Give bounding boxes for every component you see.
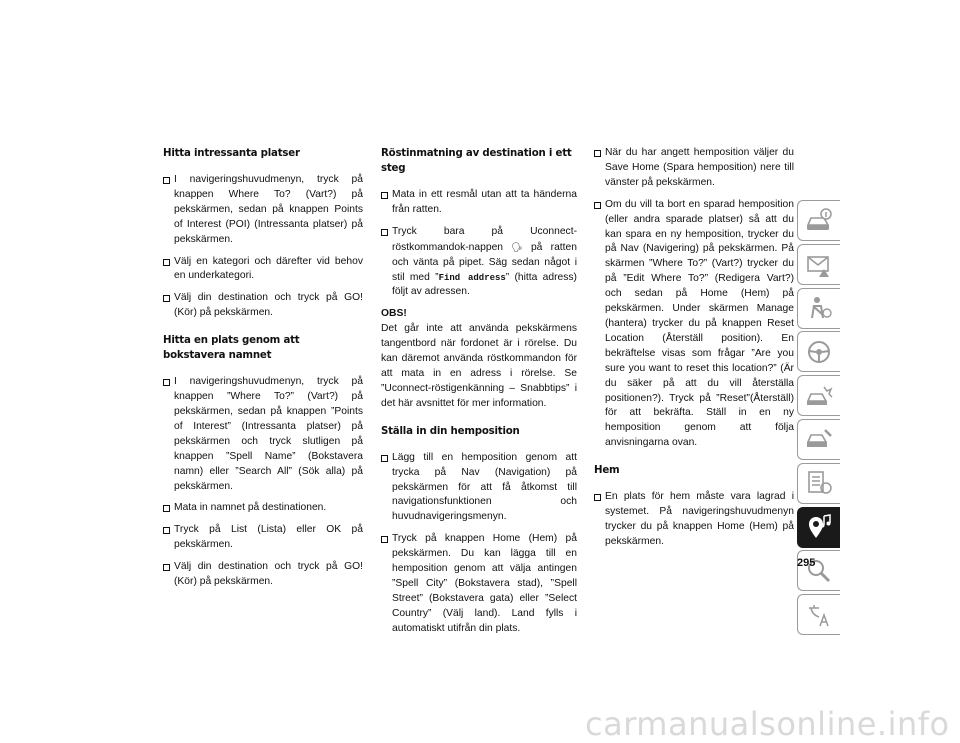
chapter-tabs bbox=[797, 200, 840, 638]
list-item: Tryck på knappen Home (Hem) på pekskärmen. Du kan lägga till en hemposition genom att välja antingen ”Spell City” (Bokstavera stad), ”Spell Street” (Bokstavera gata) eller ”Select Country” (Välj land). Land fylls i automatiskt utifrån din plats. bbox=[381, 532, 577, 636]
checkbox-bullet-icon bbox=[163, 564, 170, 571]
list-item: En plats för hem måste vara lagrad i systemet. På navigeringshuvudmenyn trycker du på knappen Home (Hem) på pekskärmen. bbox=[594, 490, 794, 550]
checkbox-bullet-icon bbox=[163, 505, 170, 512]
checkbox-bullet-icon bbox=[381, 229, 388, 236]
list-item: I navigeringshuvudmenyn, tryck på knappen ”Where To?” (Vart?) på pekskärmen, sedan på knappen ”Points of Interest” (Intressanta platser) på pekskärmen och tryck slutligen på knappen ”Spell Name” (Bokstavera namn) eller ”Search All” (Sök alla) på pekskärmen. bbox=[163, 375, 363, 494]
checkbox-bullet-icon bbox=[594, 494, 601, 501]
list-item: Välj din destination och tryck på GO! (Kör) på pekskärmen. bbox=[163, 560, 363, 590]
car-service-icon[interactable] bbox=[797, 419, 840, 460]
list-item: När du har angett hemposition väljer du Save Home (Spara hemposition) nere till vänster på pekskärmen. bbox=[594, 146, 794, 191]
heading-set-home: Ställa in din hemposition bbox=[381, 425, 520, 437]
checkbox-bullet-icon bbox=[163, 259, 170, 266]
voice-command-phrase: Find address bbox=[438, 272, 506, 283]
checkbox-bullet-icon bbox=[594, 150, 601, 157]
list-item: Lägg till en hemposition genom att trycka på Nav (Navigation) på pekskärmen för att få åtkomst till navigationsfunktionen och huvudnavigeringsmenyn. bbox=[381, 451, 577, 526]
list-item: Välj din destination och tryck på GO! (Kör) på pekskärmen. bbox=[163, 291, 363, 321]
list-item: Mata in namnet på destinationen. bbox=[163, 501, 363, 516]
checklist-icon[interactable] bbox=[797, 463, 840, 504]
language-icon[interactable] bbox=[797, 594, 840, 635]
checkbox-bullet-icon bbox=[163, 295, 170, 302]
media-navigation-icon[interactable] bbox=[797, 507, 840, 548]
checkbox-bullet-icon bbox=[163, 527, 170, 534]
list-item: Om du vill ta bort en sparad hemposition (eller andra sparade platser) så att du kan spara en ny hemposition, trycker du på Nav (Navigering) på pekskärmen. På skärmen ”Where To?” (Vart?) trycker du på ”Edit Where To?” (Redigera Vart?) och sedan på Home (Hem) på pekskärmen. Under skärmen Manage (hantera) trycker du på knappen Reset Location (Återställ position). En bekräftelse visas som frågar ”Are you sure you want to reset this location?” (Är du säker på att du vill återställa positionen?). Tryck på ”Reset”(Återställ) för att bekräfta. Ställ in en ny hemposition genom att följa anvisningarna ovan. bbox=[594, 198, 794, 451]
checkbox-bullet-icon bbox=[594, 202, 601, 209]
checkbox-bullet-icon bbox=[381, 192, 388, 199]
steering-wheel-icon[interactable] bbox=[797, 331, 840, 372]
column-right bbox=[594, 146, 794, 557]
list-item: Tryck på List (Lista) eller OK på pekskärmen. bbox=[163, 523, 363, 553]
note-text: Det går inte att använda pekskärmens tangentbord när fordonet är i rörelse. Du kan däremot använda röstkommandon för att mata in en adress i rörelse. Se ”Uconnect-röstigenkänning – Snabbtips” i det här avsnittet för mer information. bbox=[381, 323, 577, 409]
list-item: Mata in ett resmål utan att ta händerna från ratten. bbox=[381, 188, 577, 218]
column-middle bbox=[381, 146, 577, 644]
column-left bbox=[163, 146, 363, 597]
heading-spell-name: Hitta en plats genom att bokstavera namnet bbox=[163, 335, 300, 362]
list-item: Välj en kategori och därefter vid behov en underkategori. bbox=[163, 255, 363, 285]
note-label: OBS! bbox=[381, 308, 407, 320]
list-item: Tryck bara på Uconnect-röstkommandok-nappen 🗣 på ratten och vänta på pipet. Säg sedan något i stil med ”Find address” (hitta adress) följt av adressen. bbox=[381, 225, 577, 301]
checkbox-bullet-icon bbox=[163, 379, 170, 386]
checkbox-bullet-icon bbox=[381, 536, 388, 543]
heading-home: Hem bbox=[594, 465, 620, 477]
list-item: I navigeringshuvudmenyn, tryck på knappen Where To? (Vart?) på pekskärmen, sedan på knappen Points of Interest (POI) (Intressanta platser) på pekskärmen. bbox=[163, 173, 363, 248]
watermark: carmanualsonline.info bbox=[585, 705, 950, 743]
voice-command-icon: 🗣 bbox=[511, 241, 523, 252]
car-info-icon[interactable] bbox=[797, 200, 840, 241]
heading-poi: Hitta intressanta platser bbox=[163, 148, 300, 159]
page-number: 295 bbox=[797, 557, 816, 569]
heading-one-step-voice: Röstinmatning av destination i ett steg bbox=[381, 148, 572, 174]
mail-warning-icon[interactable] bbox=[797, 244, 840, 285]
checkbox-bullet-icon bbox=[163, 177, 170, 184]
checkbox-bullet-icon bbox=[381, 455, 388, 462]
crash-icon[interactable] bbox=[797, 375, 840, 416]
seatbelt-icon[interactable] bbox=[797, 288, 840, 329]
